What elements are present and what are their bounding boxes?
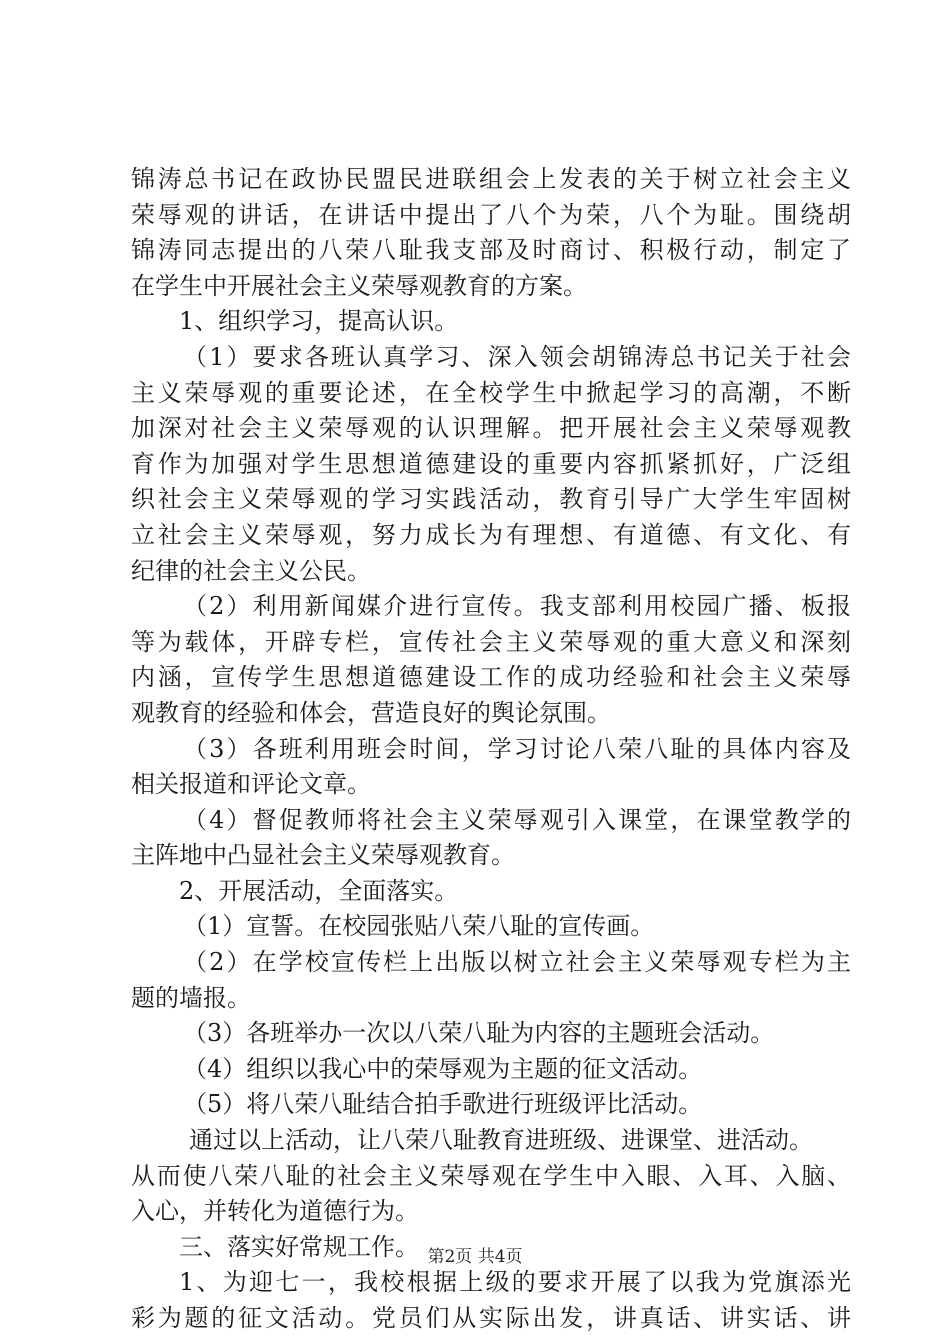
text-line: 从而使八荣八耻的社会主义荣辱观在学生中入眼、入耳、入脑、	[131, 1161, 851, 1190]
text-line: 立社会主义荣辱观，努力成长为有理想、有道德、有文化、有	[131, 520, 851, 549]
text-line: （3）各班举办一次以八荣八耻为内容的主题班会活动。	[183, 1019, 775, 1048]
document-body	[131, 162, 851, 1337]
text-line: 在学生中开展社会主义荣辱观教育的方案。	[131, 271, 587, 300]
text-line: （2）利用新闻媒介进行宣传。我支部利用校园广播、板报	[183, 592, 851, 621]
text-line: 彩为题的征文活动。党员们从实际出发，讲真话、讲实话、讲	[131, 1304, 851, 1332]
text-line: 织社会主义荣辱观的学习实践活动，教育引导广大学生牢固树	[131, 485, 851, 514]
text-line: 内涵，宣传学生思想道德建设工作的成功经验和社会主义荣辱	[131, 663, 851, 692]
text-line: 题的墙报。	[131, 983, 251, 1012]
text-line: （4）督促教师将社会主义荣辱观引入课堂，在课堂教学的	[183, 805, 851, 834]
text-line: （1）要求各班认真学习、深入领会胡锦涛总书记关于社会	[183, 342, 851, 371]
text-line: 等为载体，开辟专栏，宣传社会主义荣辱观的重大意义和深刻	[131, 627, 851, 656]
text-line: （3）各班利用班会时间，学习讨论八荣八耻的具体内容及	[183, 734, 851, 763]
text-line: 主阵地中凸显社会主义荣辱观教育。	[131, 841, 515, 870]
text-line: 育作为加强对学生思想道德建设的重要内容抓紧抓好，广泛组	[131, 449, 851, 478]
text-line: 入心，并转化为道德行为。	[131, 1197, 419, 1226]
text-line: 加深对社会主义荣辱观的认识理解。把开展社会主义荣辱观教	[131, 414, 851, 443]
text-line: 观教育的经验和体会，营造良好的舆论氛围。	[131, 698, 611, 727]
text-line: 1、组织学习，提高认识。	[179, 307, 459, 336]
text-line: 荣辱观的讲话，在讲话中提出了八个为荣，八个为耻。围绕胡	[131, 200, 851, 229]
text-line: 1、为迎七一，我校根据上级的要求开展了以我为党旗添光	[179, 1268, 851, 1297]
text-line: 锦涛同志提出的八荣八耻我支部及时商讨、积极行动，制定了	[131, 236, 851, 265]
text-line: 三、落实好常规工作。	[179, 1232, 419, 1261]
text-line: （4）组织以我心中的荣辱观为主题的征文活动。	[183, 1054, 703, 1083]
text-line: （5）将八荣八耻结合拍手歌进行班级评比活动。	[183, 1090, 703, 1119]
page-footer: 第2页 共4页	[427, 1247, 523, 1267]
text-line: 锦涛总书记在政协民盟民进联组会上发表的关于树立社会主义	[131, 165, 851, 193]
text-line: （1）宣誓。在校园张贴八荣八耻的宣传画。	[183, 912, 655, 941]
text-line: 相关报道和评论文章。	[131, 770, 371, 799]
text-line: 通过以上活动，让八荣八耻教育进班级、进课堂、进活动。	[189, 1126, 813, 1155]
text-line: 纪律的社会主义公民。	[131, 556, 371, 585]
text-line: 2、开展活动，全面落实。	[179, 876, 459, 905]
text-line: 主义荣辱观的重要论述，在全校学生中掀起学习的高潮，不断	[131, 378, 851, 407]
text-line: （2）在学校宣传栏上出版以树立社会主义荣辱观专栏为主	[183, 948, 851, 977]
